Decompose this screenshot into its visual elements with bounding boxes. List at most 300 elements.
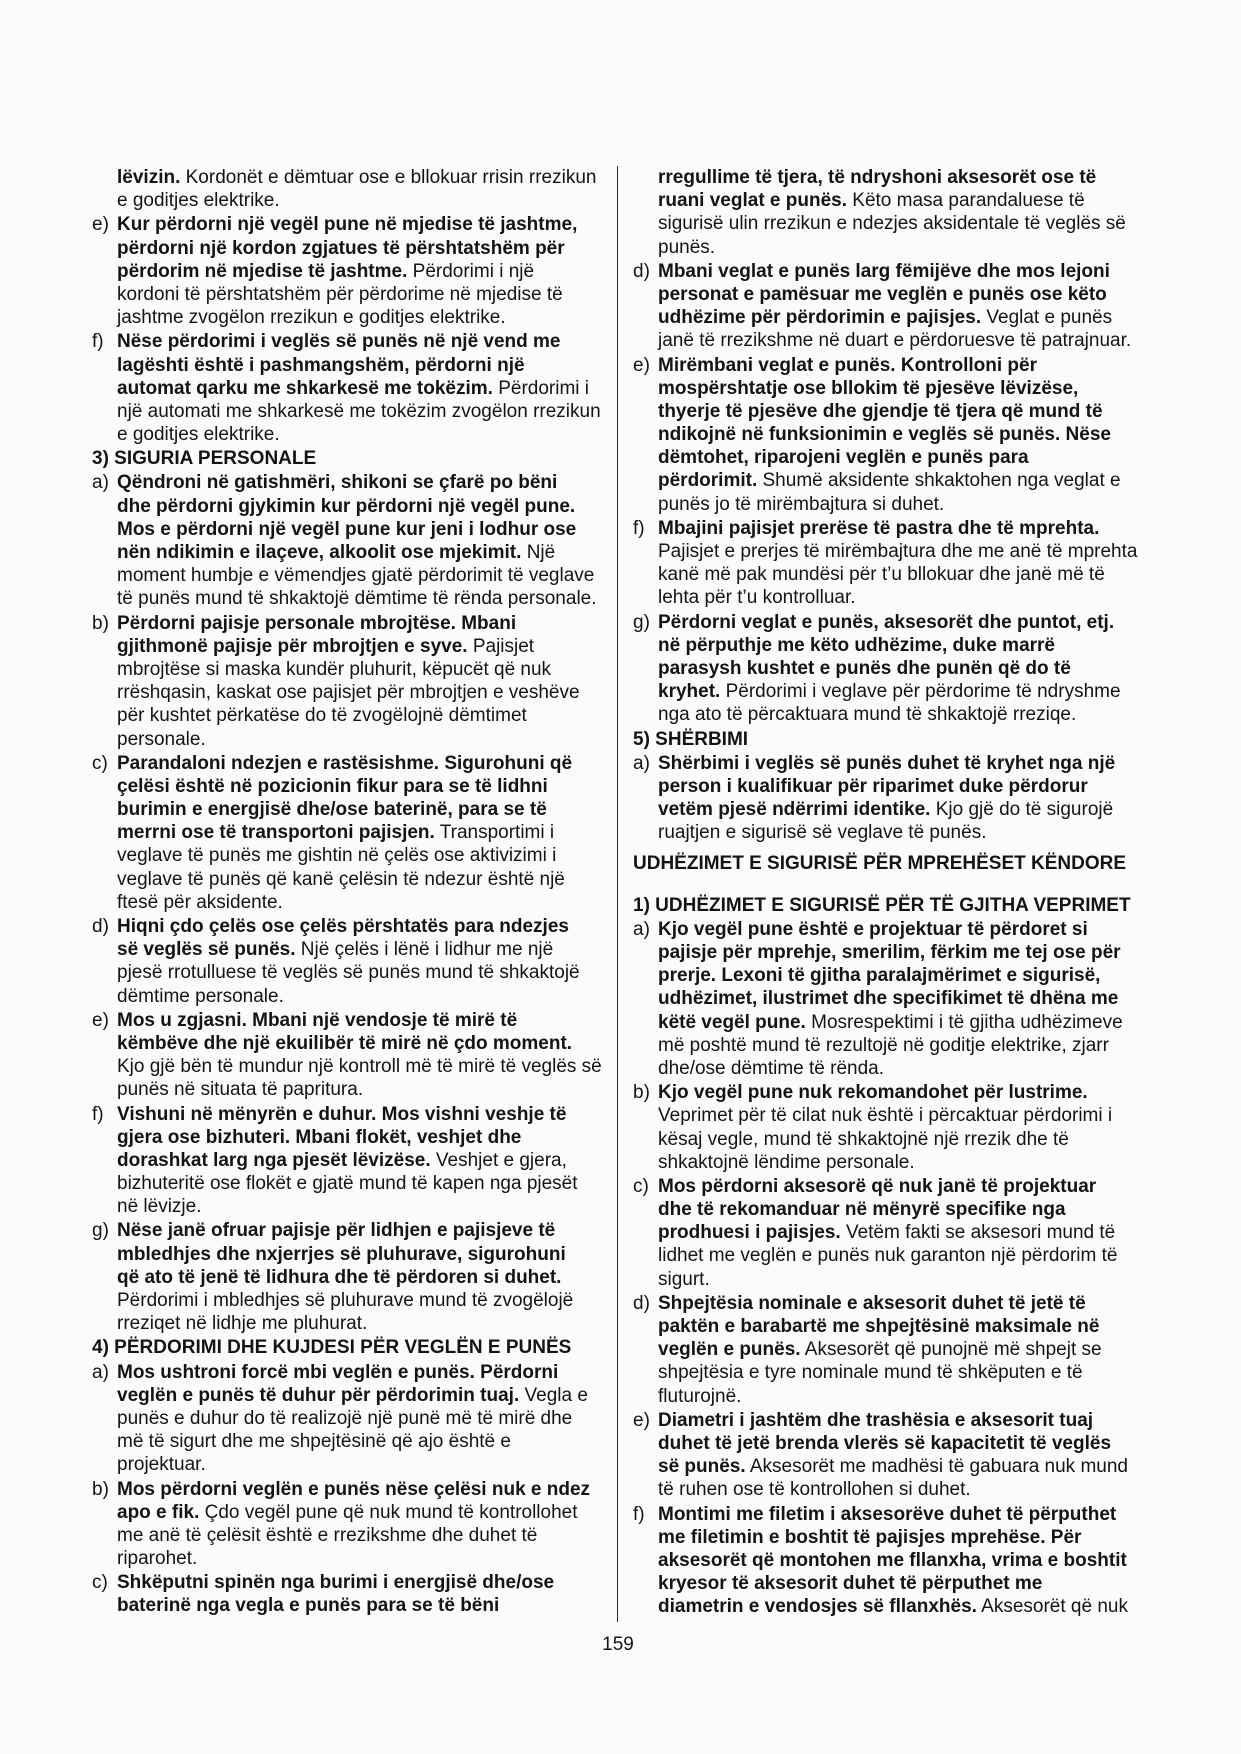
text-line	[658, 821, 1163, 844]
bold-text: dhe përdorni gjykimin kur përdorni një vegël pune.	[117, 495, 576, 517]
bold-text: mospërshtatje ose bllokim të pjesëve lëvizëse,	[658, 377, 1079, 399]
text-line	[658, 1057, 1163, 1080]
text-line	[117, 283, 608, 306]
text-line	[117, 1172, 608, 1195]
text-line	[658, 189, 1163, 212]
body-text: të ruhen ose të kontrollohen si duhet.	[658, 1479, 971, 1501]
body-text: Përdorimi i	[492, 377, 590, 399]
text-line	[658, 1361, 1163, 1384]
bold-text: Mos u zgjasni. Mbani një vendosje të mirë të	[117, 1009, 518, 1031]
page-number: 159	[602, 1634, 634, 1655]
bold-text: Mos e përdorni një vegël pune kur jeni i lodhur ose	[117, 518, 577, 540]
bold-text: mbledhjes dhe nxjerrjes së pluhurave, sigurohuni	[117, 1243, 566, 1265]
bold-text: kryhet.	[658, 681, 721, 703]
text-line	[658, 260, 1163, 283]
list-item	[633, 517, 1163, 610]
right-column	[633, 166, 1163, 1618]
body-text: Përdorimi i mbledhjes së pluhurave mund të zvogëlojë	[117, 1290, 574, 1312]
text-line	[117, 1407, 608, 1430]
list-item	[92, 612, 608, 751]
list-item	[633, 1175, 1163, 1291]
bold-text: ndikojnë në funksionimin e veglës së punës. Nëse	[658, 424, 1111, 446]
text-line	[658, 941, 1163, 964]
item-label: c)	[92, 752, 108, 774]
text-line	[117, 1547, 608, 1570]
bold-text: Kur përdorni një vegël pune në mjedise të jashtme,	[117, 214, 578, 236]
text-line	[658, 964, 1163, 987]
text-line	[117, 1055, 608, 1078]
text-line	[658, 1549, 1163, 1572]
bold-text: Parandaloni ndezjen e rastësishme. Sigurohuni që	[117, 752, 573, 774]
item-label: e)	[92, 214, 109, 236]
text-line	[658, 752, 1163, 775]
body-text: Aksesorët që punojnë më shpejt se	[800, 1339, 1102, 1361]
body-text: punës jo të mirëmbajtura si duhet.	[658, 493, 945, 515]
bold-text: ruani veglat e punës.	[658, 190, 847, 212]
text-line	[117, 377, 608, 400]
text-line	[117, 495, 608, 518]
body-text: veglave të punës me gishtin në çelës ose aktivizimi i	[117, 845, 557, 867]
bold-text: Mbajini pajisjet prerëse të pastra dhe të mprehta.	[658, 517, 1100, 539]
list-item	[92, 1009, 608, 1102]
bold-text: Vishuni në mënyrën e duhur. Mos vishni veshje të	[117, 1103, 567, 1125]
body-text: nga ato të përcaktuara mund të shkaktojë rreziqe.	[658, 704, 1077, 726]
body-text: një automati me shkarkesë me tokëzim zvogëlon rrezikun	[117, 400, 601, 422]
item-label: b)	[92, 1478, 109, 1500]
text-line	[658, 1221, 1163, 1244]
text-line	[117, 961, 608, 984]
text-line	[658, 1151, 1163, 1174]
text-line	[658, 1455, 1163, 1478]
item-label: a)	[92, 1361, 109, 1383]
text-line	[117, 752, 608, 775]
body-text: Një çelës i lënë i lidhur me një	[295, 939, 554, 961]
bold-text: këtë vegël pune.	[658, 1011, 806, 1033]
body-text: punës.	[658, 236, 716, 258]
bold-text: përdorim në mjedise të jashtme.	[117, 260, 408, 282]
section-heading: 1) UDHËZIMET E SIGURISË PËR TË GJITHA VEPRIMET	[633, 894, 1131, 916]
text-line	[658, 586, 1163, 609]
text-line	[658, 1338, 1163, 1361]
bold-text: dorashkat larg nga pjesët lëvizëse.	[117, 1149, 431, 1171]
text-line	[117, 564, 608, 587]
list-item	[92, 1571, 608, 1617]
text-line	[658, 1572, 1163, 1595]
bold-text: gjera ose bizhuteri. Mbani flokët, veshjet dhe	[117, 1126, 522, 1148]
body-text: Një	[521, 542, 556, 564]
bold-text: parasysh kushtet e punës dhe punën që do të	[658, 657, 1071, 679]
body-text: Kordonët e dëmtuar ose e bllokuar rrisin rrezikun	[180, 167, 597, 188]
text-line	[117, 518, 608, 541]
body-text: Transportimi i	[434, 822, 555, 844]
text-line	[658, 1385, 1163, 1408]
list-item	[633, 611, 1163, 727]
body-text: Aksesorët që nuk	[976, 1596, 1128, 1618]
text-line	[117, 1361, 608, 1384]
list-item	[633, 354, 1163, 516]
body-text: shpejtësia e tyre nominale mund të shkëputen e të	[658, 1362, 1083, 1384]
bold-text: së veglës së punës.	[117, 939, 296, 961]
text-line	[117, 213, 608, 236]
bold-text: Shpejtësia nominale e aksesorit duhet të jetë të	[658, 1292, 1086, 1314]
text-line	[117, 891, 608, 914]
item-label: d)	[92, 916, 109, 938]
bold-text: që ato të jenë të lidhura dhe të përdoren si duhet.	[117, 1266, 562, 1288]
body-text: më të sigurt dhe me shpejtësinë që ajo është e	[117, 1431, 511, 1453]
text-line	[658, 1315, 1163, 1338]
text-line	[117, 166, 608, 189]
text-line	[658, 236, 1163, 259]
text-line	[658, 1292, 1163, 1315]
text-line	[658, 775, 1163, 798]
text-line	[117, 1266, 608, 1289]
text-line	[658, 283, 1163, 306]
bold-text: Përdorni pajisje personale mbrojtëse. Mbani	[117, 612, 517, 634]
body-text: më poshtë mund të rezultojë në goditje elektrike, zjarr	[658, 1034, 1109, 1056]
text-line	[658, 354, 1163, 377]
body-text: të punës mund të shkaktojë dëmtime të rënda personale.	[117, 588, 597, 610]
text-line	[658, 1128, 1163, 1151]
bold-text: Montimi me filetim i aksesorëve duhet të përputhet	[658, 1503, 1117, 1525]
text-line	[117, 471, 608, 494]
section-heading: 4) PËRDORIMI DHE KUJDESI PËR VEGLËN E PUNËS	[92, 1337, 572, 1359]
bold-text: dhe të rekomanduar në mënyrë specifike nga	[658, 1199, 1066, 1221]
body-text: Këto masa parandaluese të	[847, 190, 1085, 212]
bold-text: me filetimin e boshtit të pajisjes mprehëse. Për	[658, 1526, 1082, 1548]
list-item	[92, 915, 608, 1008]
list-item	[92, 1103, 608, 1219]
body-text: lehta për t’u kontrolluar.	[658, 587, 856, 609]
bold-text: lagështi është i pashmangshëm, përdorni një	[117, 354, 525, 376]
body-text: Veshjet e gjera,	[430, 1149, 567, 1171]
bold-text: Mbani veglat e punës larg fëmijëve dhe mos lejoni	[658, 260, 1110, 282]
text-line	[117, 1571, 608, 1594]
text-line	[658, 657, 1163, 680]
bold-text: udhëzimet, ilustrimet dhe specifikimet të dhëna me	[658, 988, 1119, 1010]
list-item	[92, 1219, 608, 1335]
bold-text: aksesorët që montohen me fllanxha, vrima e boshtit	[658, 1549, 1127, 1571]
bold-text: pajisje për mprehje, smerilim, fërkim me tej ose për	[658, 942, 1121, 964]
text-line	[117, 1032, 608, 1055]
text-line	[658, 306, 1163, 329]
body-text: dëmtime personale.	[117, 985, 284, 1007]
bold-text: rregullime të tjera, të ndryshoni aksesorët ose të	[658, 167, 1097, 188]
bold-text: Nëse përdorimi i veglës së punës në një vend me	[117, 331, 561, 353]
list-item	[92, 1478, 608, 1571]
text-line	[658, 1478, 1163, 1501]
text-line	[117, 587, 608, 610]
bold-text: Mos ushtroni forcë mbi veglën e punës. Përdorni	[117, 1361, 559, 1383]
text-line	[117, 1384, 608, 1407]
text-line	[117, 704, 608, 727]
bold-text: veglën e punës të duhur për përdorimin tuaj.	[117, 1384, 520, 1406]
body-text: për kushtet përkatëse do të zvogëlojnë dëmtimet	[117, 705, 527, 727]
text-line	[658, 798, 1163, 821]
bold-text: Nëse janë ofruar pajisje për lidhjen e pajisjeve të	[117, 1220, 556, 1242]
bold-text: vetëm pjesë ndërrimi identike.	[658, 799, 931, 821]
text-line	[117, 1103, 608, 1126]
item-label: d)	[633, 260, 650, 282]
bold-text: Mos përdorni aksesorë që nuk janë të projektuar	[658, 1175, 1097, 1197]
column-divider	[617, 166, 618, 1622]
bold-text: gjithmonë pajisje për mbrojtjen e syve.	[117, 635, 468, 657]
text-line	[117, 681, 608, 704]
list-item	[633, 1081, 1163, 1174]
text-line	[117, 400, 608, 423]
bold-text: këmbëve dhe një ekuilibër të mirë në çdo moment.	[117, 1032, 573, 1054]
text-line	[117, 1078, 608, 1101]
bold-text: person i kualifikuar për riparimet duke përdorur	[658, 775, 1088, 797]
body-text: jashtme zvogëlon rrezikun e goditjes elektrike.	[117, 307, 506, 329]
body-text: bizhuteritë ose flokët e gjatë mund të kapen nga pjesët	[117, 1173, 578, 1195]
list-item	[633, 1409, 1163, 1502]
body-text: Çdo vegël pune që nuk mund të kontrollohet	[199, 1501, 578, 1523]
list-item	[92, 471, 608, 610]
bold-text: lëvizin.	[117, 167, 181, 188]
text-line	[117, 1453, 608, 1476]
text-line	[658, 1409, 1163, 1432]
list-item	[92, 1361, 608, 1477]
body-text: Kjo gjë do të sigurojë	[930, 799, 1114, 821]
bold-text: nën ndikimin e ilaçeve, alkoolit ose mjekimit.	[117, 542, 522, 564]
text-line	[658, 1104, 1163, 1127]
text-line	[117, 1219, 608, 1242]
item-label: a)	[633, 752, 650, 774]
bold-text: përdorni një kordon zgjatues të përshtatshëm për	[117, 237, 565, 259]
body-text: shkaktojnë lëndime personale.	[658, 1151, 915, 1173]
item-label: d)	[633, 1292, 650, 1314]
text-line	[117, 1126, 608, 1149]
item-label: a)	[633, 918, 650, 940]
text-line	[117, 728, 608, 751]
bold-text: paktën e barabartë me shpejtësinë maksimale në	[658, 1316, 1100, 1338]
body-text: Vegla e	[519, 1384, 588, 1406]
item-label: e)	[92, 1009, 109, 1031]
body-text: dhe/ose dëmtime të rënda.	[658, 1057, 885, 1079]
text-line	[117, 658, 608, 681]
item-label: e)	[633, 354, 650, 376]
body-text: kanë më pak mundësi për t’u bllokuar dhe janë më të	[658, 564, 1105, 586]
text-line	[117, 260, 608, 283]
bold-text: Mos përdorni veglën e punës nëse çelësi nuk e ndez	[117, 1478, 591, 1500]
body-text: Pajisjet	[467, 635, 535, 657]
left-column	[92, 166, 608, 1618]
text-line	[117, 354, 608, 377]
section-title: UDHËZIMET E SIGURISË PËR MPREHËSET KËNDORE	[633, 853, 1127, 875]
text-line	[117, 844, 608, 867]
text-line	[117, 1195, 608, 1218]
body-text: Aksesorët me madhësi të gabuara nuk mund	[745, 1456, 1128, 1478]
body-text: ruajtjen e sigurisë së veglave të punës.	[658, 822, 987, 844]
text-line	[658, 680, 1163, 703]
text-line	[117, 798, 608, 821]
section-heading: 3) SIGURIA PERSONALE	[92, 448, 317, 470]
bold-text: prerje. Lexoni të gjitha paralajmërimet e sigurisë,	[658, 965, 1101, 987]
body-text: projektuar.	[117, 1454, 206, 1476]
bold-text: prodhuesi i pajisjes.	[658, 1222, 841, 1244]
body-text: në lëvizje.	[117, 1196, 202, 1218]
text-line	[658, 1595, 1163, 1618]
body-text: sigurisë ulin rrezikun e ndezjes aksidentale të veglës së	[658, 213, 1126, 235]
body-text: pjesë rrotulluese të veglës së punës mund të shkaktojë	[117, 962, 580, 984]
text-line	[658, 1081, 1163, 1104]
bold-text: Shërbimi i veglës së punës duhet të kryhet nga një	[658, 752, 1116, 774]
text-line	[658, 634, 1163, 657]
text-line	[117, 1524, 608, 1547]
text-line	[658, 329, 1163, 352]
text-line	[658, 517, 1163, 540]
list-item	[92, 166, 608, 212]
text-line	[117, 821, 608, 844]
item-label: g)	[633, 611, 650, 633]
text-line	[117, 612, 608, 635]
body-text: rrëshqasin, kaskat ose pajisjet për mbrojtjen e veshëve	[117, 682, 580, 704]
text-line	[117, 1478, 608, 1501]
body-text: e goditjes elektrike.	[117, 190, 280, 212]
item-label: f)	[633, 1503, 645, 1525]
bold-text: udhëzime për përdorimin e pajisjes.	[658, 307, 982, 329]
body-text: punës e duhur do të realizojë një punë më të mirë dhe	[117, 1407, 573, 1429]
text-line	[117, 775, 608, 798]
text-line	[117, 306, 608, 329]
body-text: personale.	[117, 728, 206, 750]
list-item	[633, 752, 1163, 845]
text-line	[117, 1149, 608, 1172]
text-line	[658, 987, 1163, 1010]
body-text: kësaj vegle, mund të shkaktojnë një rrezik dhe të	[658, 1128, 1069, 1150]
body-text: fluturojnë.	[658, 1385, 742, 1407]
item-label: b)	[92, 612, 109, 634]
bold-text: Kjo vegël pune nuk rekomandohet për lustrime.	[658, 1082, 1088, 1104]
body-text: me anë të çelësit është e rrezikshme dhe duhet të	[117, 1524, 538, 1546]
bold-text: automat qarku me shkarkesë me tokëzim.	[117, 377, 493, 399]
bold-text: përdorimit.	[658, 470, 758, 492]
body-text: rreziqet në lidhje me pluhurat.	[117, 1313, 368, 1335]
text-line	[117, 1594, 608, 1617]
text-line	[117, 1289, 608, 1312]
body-text: veglave të punës që kanë çelësin të ndezur është një	[117, 868, 565, 890]
text-line	[658, 1526, 1163, 1549]
list-item	[633, 1503, 1163, 1619]
bold-text: Qëndroni në gatishmëri, shikoni se çfarë po bëni	[117, 472, 558, 494]
text-line	[658, 212, 1163, 235]
body-text: e goditjes elektrike.	[117, 424, 280, 446]
bold-text: Shkëputni spinën nga burimi i energjisë dhe/ose	[117, 1572, 555, 1594]
bold-text: veglën e punës.	[658, 1339, 801, 1361]
bold-text: duhet të jetë brenda vlerës së kapacitetit të veglës	[658, 1432, 1112, 1454]
body-text: kordoni të përshtatshëm për përdorime në mjedise të	[117, 283, 563, 305]
item-label: b)	[633, 1082, 650, 1104]
body-text: Pajisjet e prerjes të mirëmbajtura dhe me anë të mprehta	[658, 541, 1138, 562]
list-item	[92, 213, 608, 329]
text-line	[658, 1244, 1163, 1267]
list-item	[92, 752, 608, 914]
text-line	[658, 918, 1163, 941]
item-label: g)	[92, 1220, 109, 1242]
item-label: c)	[92, 1572, 108, 1594]
text-line	[658, 703, 1163, 726]
text-line	[658, 166, 1163, 189]
body-text: Vetëm fakti se aksesori mund të	[840, 1222, 1116, 1244]
body-text: moment humbje e vëmendjes gjatë përdorimit të veglave	[117, 565, 595, 587]
text-line	[658, 611, 1163, 634]
text-line	[658, 563, 1163, 586]
body-text: Mosrespektimi i të gjitha udhëzimeve	[805, 1011, 1123, 1033]
bold-text: dëmtohet, riparojeni veglën e punës para	[658, 447, 1029, 469]
bold-text: Mirëmbani veglat e punës. Kontrolloni për	[658, 354, 1037, 376]
item-label: f)	[92, 1103, 104, 1125]
bold-text: apo e fik.	[117, 1501, 200, 1523]
text-line	[658, 400, 1163, 423]
text-line	[658, 377, 1163, 400]
item-label: f)	[92, 331, 104, 353]
body-text: punës në situata të papritura.	[117, 1079, 364, 1101]
text-line	[117, 635, 608, 658]
body-text: Përdorimi i veglave për përdorime të ndryshme	[720, 681, 1121, 703]
text-line	[658, 1034, 1163, 1057]
body-text: riparohet.	[117, 1548, 198, 1570]
text-line	[117, 1243, 608, 1266]
body-text: Kjo gjë bën të mundur një kontroll më të mirë të veglës së	[117, 1056, 602, 1078]
bold-text: baterinë nga vegla e punës para se të bëni	[117, 1595, 500, 1617]
text-line	[658, 1432, 1163, 1455]
text-line	[117, 1009, 608, 1032]
text-line	[117, 189, 608, 212]
text-line	[117, 423, 608, 446]
text-line	[658, 1268, 1163, 1291]
bold-text: merrni ose të transportoni pajisjen.	[117, 822, 435, 844]
bold-text: burimin e energjisë dhe/ose baterinë, para se të	[117, 799, 547, 821]
body-text: Përdorimi i një	[407, 260, 535, 282]
list-item	[633, 260, 1163, 353]
text-line	[117, 915, 608, 938]
bold-text: Kjo vegël pune është e projektuar të përdoret si	[658, 918, 1088, 940]
text-line	[658, 469, 1163, 492]
bold-text: thyerje të pjesëve dhe gjendje të tjera që mund të	[658, 400, 1103, 422]
bold-text: diametrin e vendosjes së fllanxhës.	[658, 1596, 977, 1618]
text-line	[658, 493, 1163, 516]
body-text: Shumë aksidente shkaktohen nga veglat e	[757, 470, 1121, 492]
body-text: Veglat e punës	[981, 307, 1113, 329]
item-label: f)	[633, 517, 645, 539]
text-line	[658, 1503, 1163, 1526]
body-text: mbrojtëse si maska kundër pluhurit, këpucët që nuk	[117, 658, 552, 680]
list-item	[633, 166, 1163, 259]
text-line	[658, 1198, 1163, 1221]
text-line	[117, 938, 608, 961]
section-heading: 5) SHËRBIMI	[633, 728, 749, 750]
bold-text: Përdorni veglat e punës, aksesorët dhe puntot, etj.	[658, 611, 1115, 633]
text-line	[658, 446, 1163, 469]
text-line	[117, 1312, 608, 1335]
bold-text: Diametri i jashtëm dhe trashësia e aksesorit tuaj	[658, 1409, 1094, 1431]
bold-text: kryesor të aksesorit duhet të përputhet me	[658, 1573, 1043, 1595]
list-item	[633, 918, 1163, 1080]
item-label: c)	[633, 1175, 649, 1197]
item-label: e)	[633, 1409, 650, 1431]
body-text: sigurt.	[658, 1268, 710, 1290]
bold-text: Hiqni çdo çelës ose çelës përshtatës para ndezjes	[117, 916, 569, 938]
bold-text: së punës.	[658, 1456, 746, 1478]
text-line	[117, 868, 608, 891]
text-line	[117, 1430, 608, 1453]
text-line	[117, 541, 608, 564]
text-line	[658, 1175, 1163, 1198]
body-text: janë të rrezikshme në duart e përdoruesve të patrajnuar.	[658, 330, 1132, 352]
body-text: Veprimet për të cilat nuk është i përcaktuar përdorimi i	[658, 1105, 1113, 1127]
text-line	[117, 985, 608, 1008]
bold-text: çelësi është në pozicionin fikur para se të lidhni	[117, 775, 548, 797]
